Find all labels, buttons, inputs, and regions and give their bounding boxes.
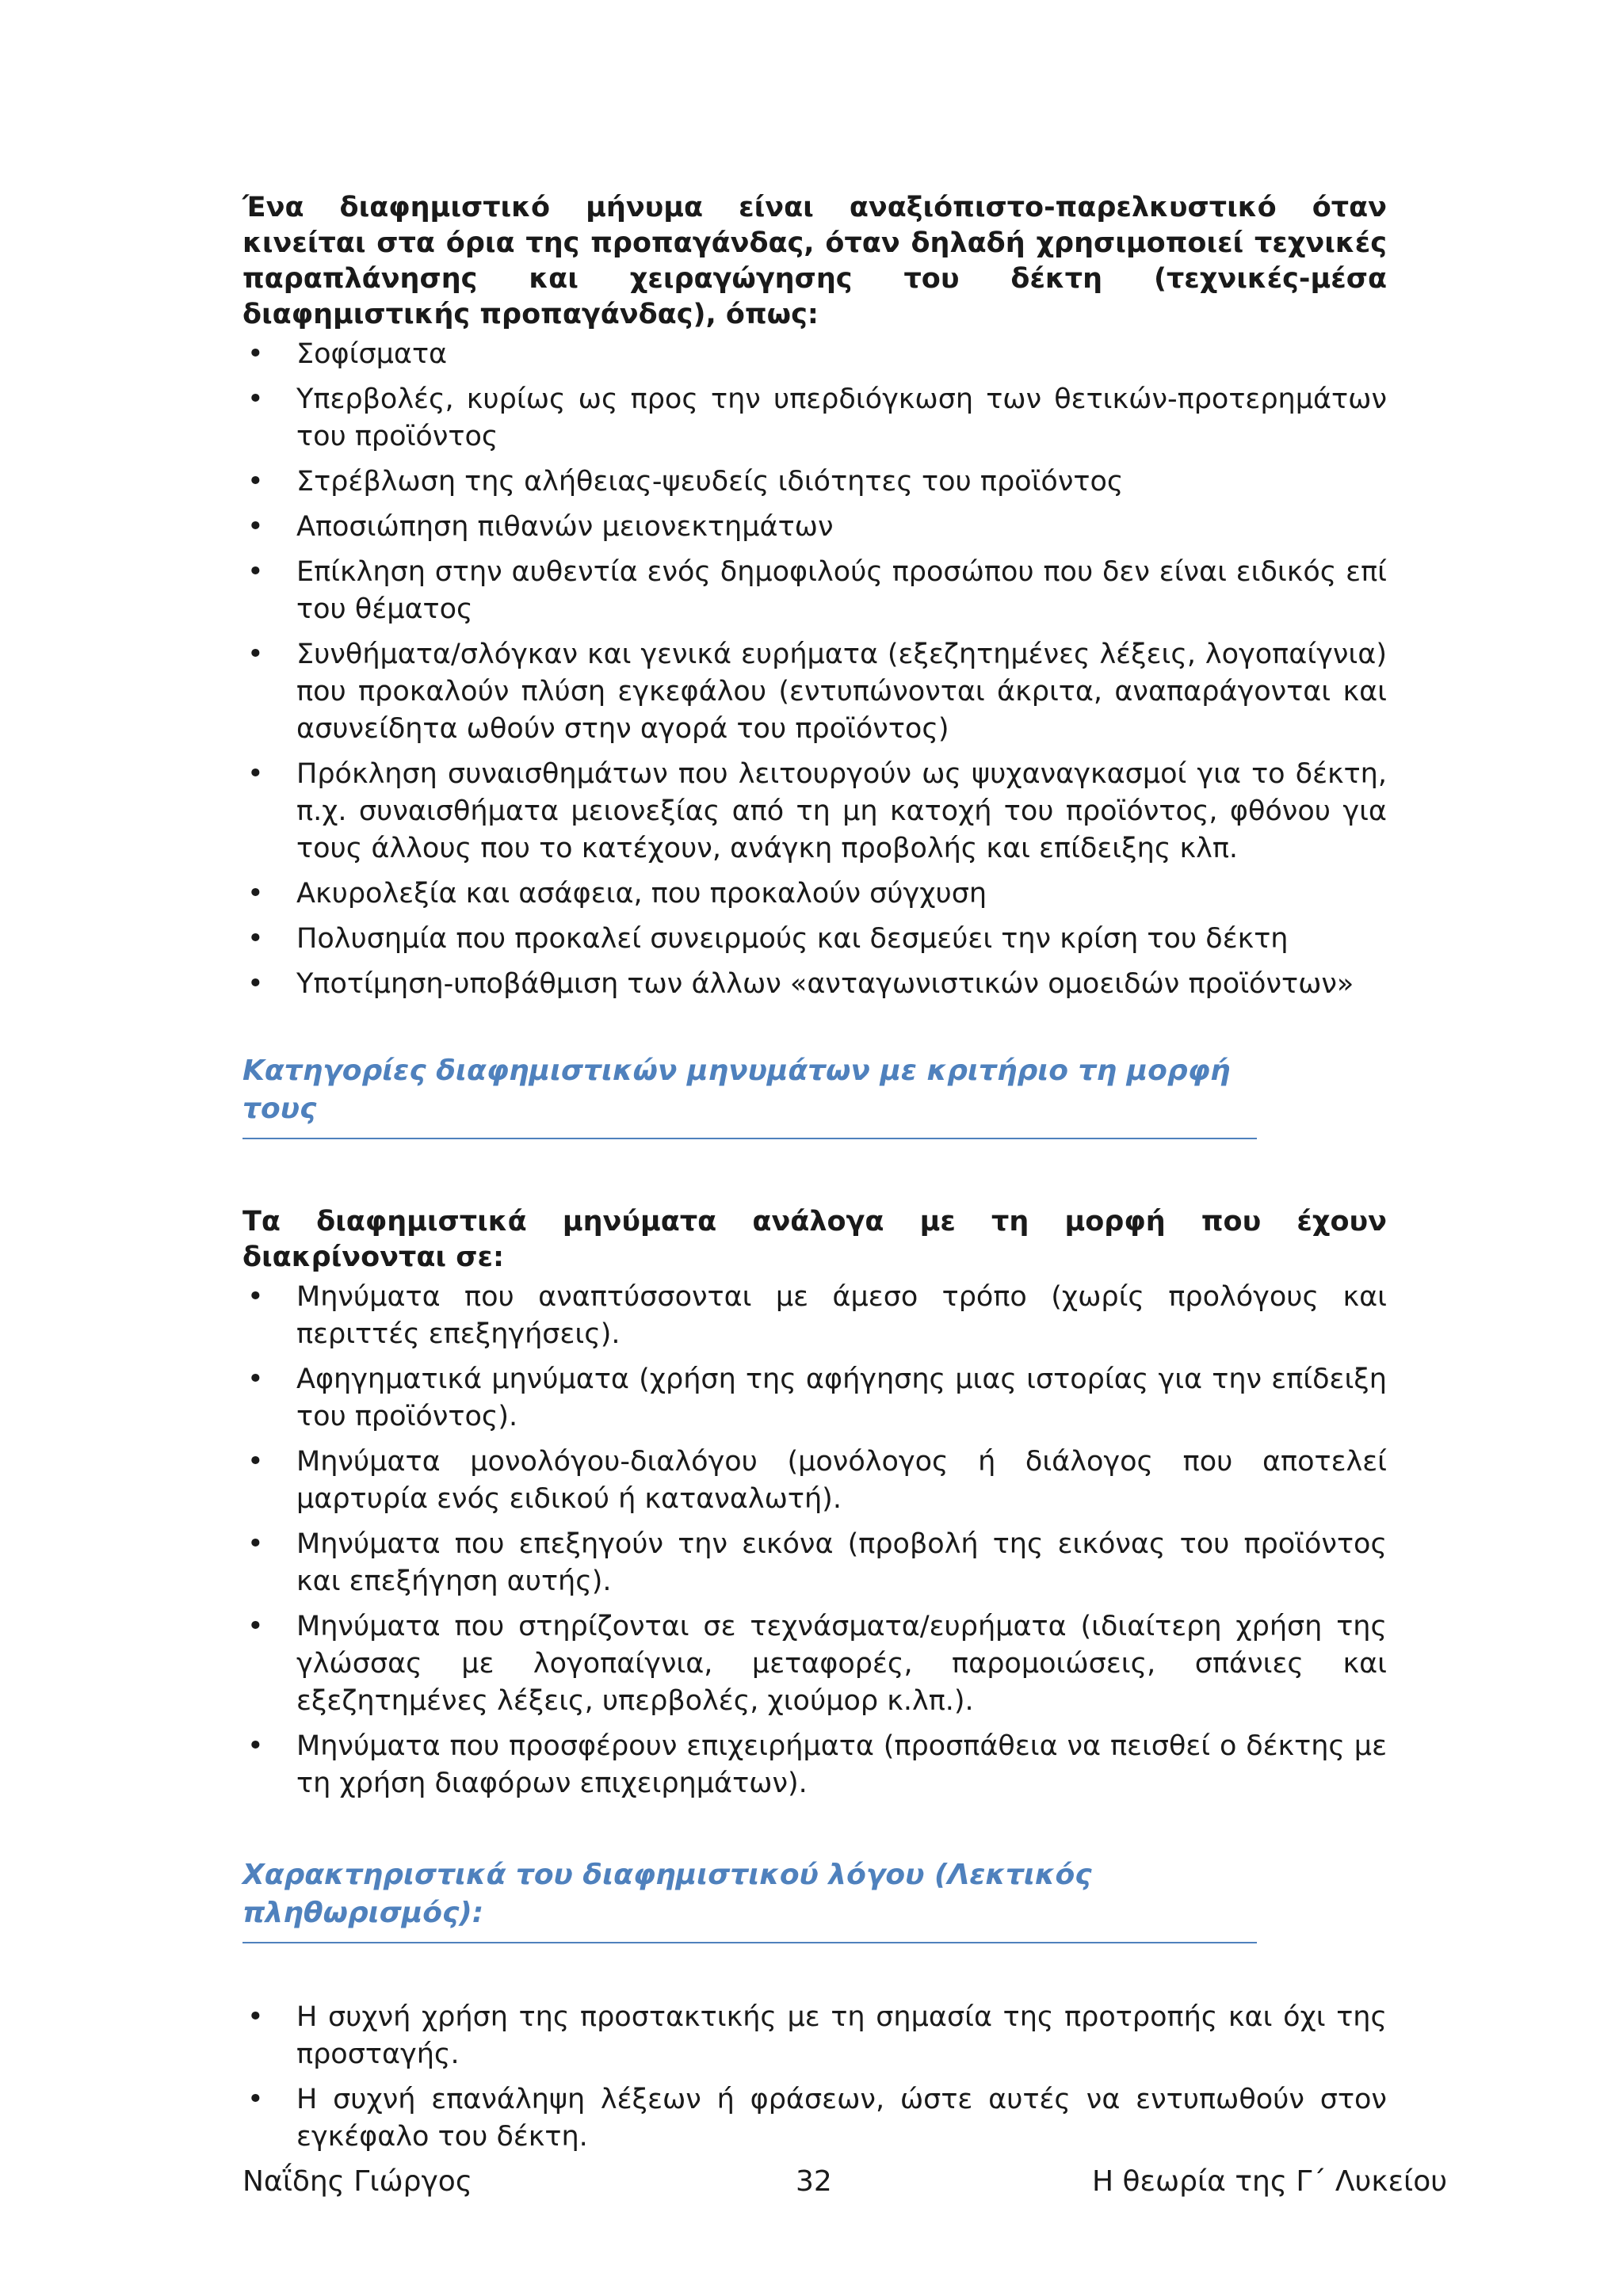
bullet-icon: •: [247, 1528, 264, 1560]
bullet-icon: •: [247, 1730, 264, 1762]
list-item: [242, 1728, 1387, 1802]
list-item: [242, 381, 1387, 456]
list-item: [242, 921, 1387, 958]
list-item: [242, 509, 1387, 546]
bullet-icon: •: [247, 2084, 264, 2115]
section-heading-categories: [242, 1052, 1387, 1139]
section1-intro: Τα διαφημιστικά μηνύματα ανάλογα με τη μορφή που έχουν διακρίνονται σε:: [242, 1206, 1387, 1273]
page-content: [242, 190, 1387, 2164]
list-item: [242, 1999, 1387, 2073]
list-item-text: Σοφίσματα: [296, 338, 448, 370]
list-item: [242, 756, 1387, 868]
list-item: [242, 636, 1387, 748]
bullet-icon: •: [247, 968, 264, 1000]
section-heading-text: Χαρακτηριστικά του διαφημιστικού λόγου (Λεκτικός πληθωρισμός):: [242, 1856, 1257, 1943]
list-item: [242, 1361, 1387, 1436]
list-item-text: Η συχνή χρήση της προστακτικής με τη σημασία της προτροπής και όχι της προσταγής.: [296, 2001, 1387, 2070]
bullet-icon: •: [247, 758, 264, 790]
bullet-icon: •: [247, 556, 264, 588]
list-item-text: Μηνύματα μονολόγου-διαλόγου (μονόλογος ή διάλογος που αποτελεί μαρτυρία ενός ειδικού ή καταναλωτή).: [296, 1446, 1387, 1515]
intro-bullet-list: [242, 336, 1387, 1003]
section-heading-text: Κατηγορίες διαφημιστικών μηνυμάτων με κριτήριο τη μορφή τους: [242, 1052, 1257, 1139]
section1-bullet-list: [242, 1279, 1387, 1802]
list-item: [242, 336, 1387, 373]
list-item-text: Μηνύματα που προσφέρουν επιχειρήματα (προσπάθεια να πεισθεί ο δέκτης με τη χρήση διαφόρων επιχειρημάτων).: [296, 1730, 1387, 1799]
bullet-icon: •: [247, 1281, 264, 1313]
list-item-text: Αφηγηματικά μηνύματα (χρήση της αφήγησης μιας ιστορίας για την επίδειξη του προϊόντος).: [296, 1363, 1387, 1432]
list-item-text: Συνθήματα/σλόγκαν και γενικά ευρήματα (εξεζητημένες λέξεις, λογοπαίγνια) που προκαλούν πλύση εγκεφάλου (εντυπώνονται άκριτα, αναπαράγονται και ασυνείδητα ωθούν στην αγορά του προϊόντος): [296, 639, 1387, 745]
section2-bullet-list: [242, 1999, 1387, 2156]
list-item: [242, 463, 1387, 501]
list-item: [242, 2081, 1387, 2156]
footer-page-number: 32: [796, 2165, 832, 2198]
bullet-icon: •: [247, 466, 264, 498]
bullet-icon: •: [247, 1446, 264, 1478]
list-item-text: Μηνύματα που αναπτύσσονται με άμεσο τρόπο (χωρίς προλόγους και περιττές επεξηγήσεις).: [296, 1281, 1387, 1350]
list-item-text: Υπερβολές, κυρίως ως προς την υπερδιόγκωση των θετικών-προτερημάτων του προϊόντος: [296, 383, 1387, 452]
bullet-icon: •: [247, 1611, 264, 1642]
list-item-text: Στρέβλωση της αλήθειας-ψευδείς ιδιότητες του προϊόντος: [296, 466, 1124, 498]
list-item: [242, 966, 1387, 1003]
list-item: [242, 1444, 1387, 1518]
bullet-icon: •: [247, 1363, 264, 1395]
list-item-text: Πολυσημία που προκαλεί συνειρμούς και δεσμεύει την κρίση του δέκτη: [296, 923, 1289, 955]
list-item: [242, 554, 1387, 628]
bullet-icon: •: [247, 383, 264, 415]
list-item-text: Μηνύματα που στηρίζονται σε τεχνάσματα/ευρήματα (ιδιαίτερη χρήση της γλώσσας με λογοπαίγνια, μεταφορές, παρομοιώσεις, σπάνιες και εξεζητημένες λέξεις, υπερβολές, χιούμορ κ.λπ.).: [296, 1611, 1387, 1717]
bullet-icon: •: [247, 2001, 264, 2033]
bullet-icon: •: [247, 878, 264, 910]
bullet-icon: •: [247, 923, 264, 955]
list-item-text: Η συχνή επανάληψη λέξεων ή φράσεων, ώστε αυτές να εντυπωθούν στον εγκέφαλο του δέκτη.: [296, 2084, 1387, 2153]
list-item-text: Αποσιώπηση πιθανών μειονεκτημάτων: [296, 511, 834, 543]
list-item: [242, 1526, 1387, 1600]
list-item: [242, 1279, 1387, 1353]
footer-author: Ναΐδης Γιώργος: [242, 2165, 472, 2198]
intro-paragraph: Ένα διαφημιστικό μήνυμα είναι αναξιόπιστο-παρελκυστικό όταν κινείται στα όρια της προπαγάνδας, όταν δηλαδή χρησιμοποιεί τεχνικές παραπλάνησης και χειραγώγησης του δέκτη (τεχνικές-μέσα διαφημιστικής προπαγάνδας), όπως:: [242, 192, 1387, 330]
bullet-icon: •: [247, 639, 264, 670]
section-heading-characteristics: [242, 1856, 1387, 1943]
bullet-icon: •: [247, 338, 264, 370]
list-item-text: Μηνύματα που επεξηγούν την εικόνα (προβολή της εικόνας του προϊόντος και επεξήγηση αυτής).: [296, 1528, 1387, 1597]
bullet-icon: •: [247, 511, 264, 543]
footer-title: Η θεωρία της Γ΄ Λυκείου: [1092, 2165, 1448, 2198]
list-item-text: Επίκληση στην αυθεντία ενός δημοφιλούς προσώπου που δεν είναι ειδικός επί του θέματος: [296, 556, 1387, 625]
list-item: [242, 1608, 1387, 1720]
list-item-text: Πρόκληση συναισθημάτων που λειτουργούν ως ψυχαναγκασμοί για το δέκτη, π.χ. συναισθήματα μειονεξίας από τη μη κατοχή του προϊόντος, φθόνου για τους άλλους που το κατέχουν, ανάγκη προβολής και επίδειξης κλπ.: [296, 758, 1387, 864]
list-item-text: Υποτίμηση-υποβάθμιση των άλλων «ανταγωνιστικών ομοειδών προϊόντων»: [296, 968, 1354, 1000]
list-item-text: Ακυρολεξία και ασάφεια, που προκαλούν σύγχυση: [296, 878, 987, 910]
list-item: [242, 875, 1387, 913]
